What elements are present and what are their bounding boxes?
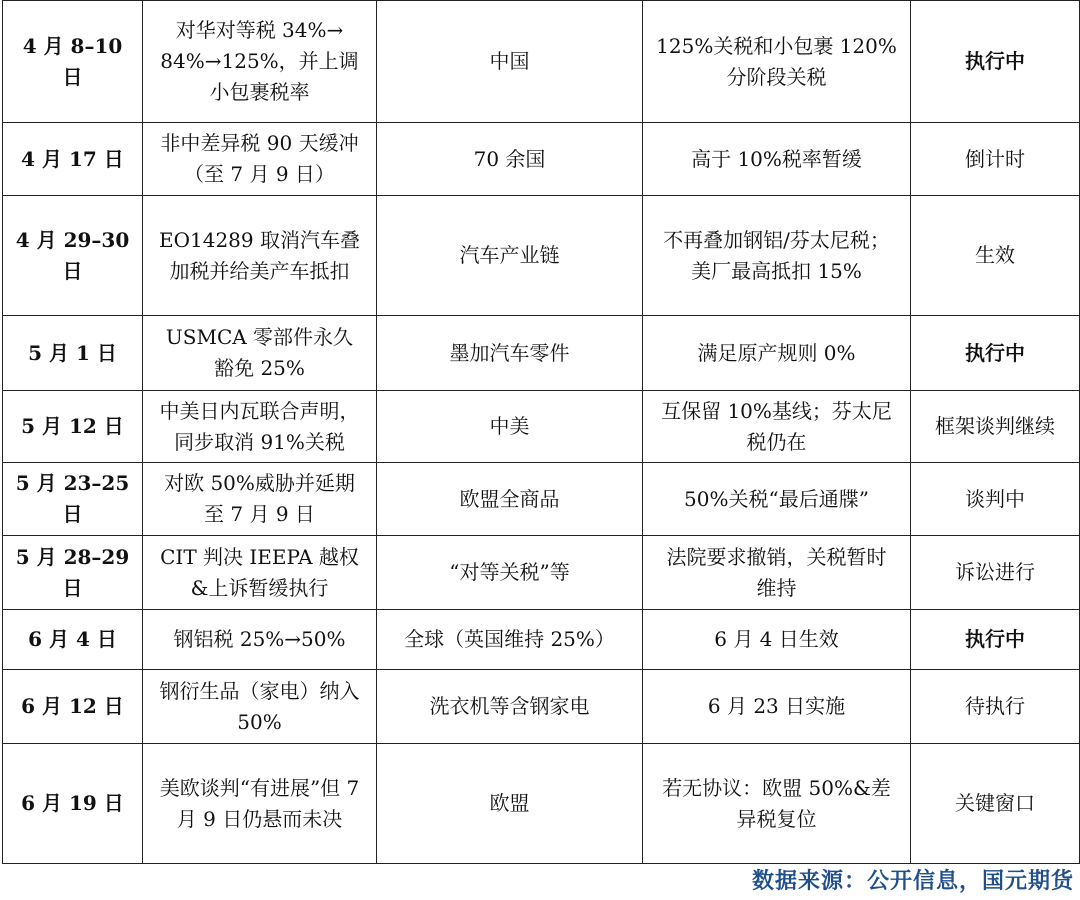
- status-cell: 执行中: [911, 316, 1080, 391]
- date-cell: 5 月 28–29 日: [3, 536, 143, 610]
- scope-cell: 欧盟: [377, 744, 643, 864]
- date-cell: 5 月 12 日: [3, 391, 143, 463]
- table-row: [3, 1, 1080, 123]
- event-cell: 对欧 50%威胁并延期 至 7 月 9 日: [143, 463, 377, 536]
- date-cell: 6 月 12 日: [3, 670, 143, 744]
- scope-cell: 墨加汽车零件: [377, 316, 643, 391]
- event-cell: 钢铝税 25%→50%: [143, 610, 377, 670]
- content-cell: 高于 10%税率暂缓: [643, 123, 911, 196]
- date-cell: 4 月 17 日: [3, 123, 143, 196]
- data-source-note: 数据来源：公开信息，国元期货: [751, 869, 1074, 894]
- event-cell: USMCA 零部件永久 豁免 25%: [143, 316, 377, 391]
- date-cell: 5 月 23–25 日: [3, 463, 143, 536]
- date-cell: 5 月 1 日: [3, 316, 143, 391]
- scope-cell: “对等关税”等: [377, 536, 643, 610]
- table-row: [3, 123, 1080, 196]
- table-row: [3, 463, 1080, 536]
- date-cell: 6 月 19 日: [3, 744, 143, 864]
- scope-cell: 70 余国: [377, 123, 643, 196]
- content-cell: 互保留 10%基线；芬太尼 税仍在: [643, 391, 911, 463]
- content-cell: 50%关税“最后通牒”: [643, 463, 911, 536]
- table-row: [3, 196, 1080, 316]
- table-row: [3, 536, 1080, 610]
- table-row: [3, 670, 1080, 744]
- event-cell: EO14289 取消汽车叠 加税并给美产车抵扣: [143, 196, 377, 316]
- status-cell: 谈判中: [911, 463, 1080, 536]
- content-cell: 不再叠加钢铝/芬太尼税； 美厂最高抵扣 15%: [643, 196, 911, 316]
- scope-cell: 洗衣机等含钢家电: [377, 670, 643, 744]
- status-cell: 生效: [911, 196, 1080, 316]
- date-cell: 4 月 29–30 日: [3, 196, 143, 316]
- event-cell: 钢衍生品（家电）纳入 50%: [143, 670, 377, 744]
- content-cell: 6 月 4 日生效: [643, 610, 911, 670]
- date-cell: 6 月 4 日: [3, 610, 143, 670]
- content-cell: 6 月 23 日实施: [643, 670, 911, 744]
- status-cell: 框架谈判继续: [911, 391, 1080, 463]
- tariff-timeline-table: [2, 0, 1080, 864]
- table-row: [3, 391, 1080, 463]
- event-cell: CIT 判决 IEEPA 越权 &上诉暂缓执行: [143, 536, 377, 610]
- event-cell: 美欧谈判“有进展”但 7 月 9 日仍悬而未决: [143, 744, 377, 864]
- table-row: [3, 610, 1080, 670]
- scope-cell: 全球（英国维持 25%）: [377, 610, 643, 670]
- content-cell: 若无协议：欧盟 50%&差 异税复位: [643, 744, 911, 864]
- status-cell: 关键窗口: [911, 744, 1080, 864]
- scope-cell: 中美: [377, 391, 643, 463]
- scope-cell: 中国: [377, 1, 643, 123]
- event-cell: 非中差异税 90 天缓冲 （至 7 月 9 日）: [143, 123, 377, 196]
- content-cell: 满足原产规则 0%: [643, 316, 911, 391]
- content-cell: 125%关税和小包裹 120% 分阶段关税: [643, 1, 911, 123]
- event-cell: 中美日内瓦联合声明， 同步取消 91%关税: [143, 391, 377, 463]
- event-cell: 对华对等税 34%→ 84%→125%，并上调 小包裹税率: [143, 1, 377, 123]
- status-cell: 诉讼进行: [911, 536, 1080, 610]
- status-cell: 执行中: [911, 610, 1080, 670]
- scope-cell: 汽车产业链: [377, 196, 643, 316]
- table-row: [3, 316, 1080, 391]
- content-cell: 法院要求撤销，关税暂时 维持: [643, 536, 911, 610]
- table-body: [3, 1, 1080, 864]
- table-row: [3, 744, 1080, 864]
- status-cell: 执行中: [911, 1, 1080, 123]
- status-cell: 待执行: [911, 670, 1080, 744]
- scope-cell: 欧盟全商品: [377, 463, 643, 536]
- status-cell: 倒计时: [911, 123, 1080, 196]
- date-cell: 4 月 8–10 日: [3, 1, 143, 123]
